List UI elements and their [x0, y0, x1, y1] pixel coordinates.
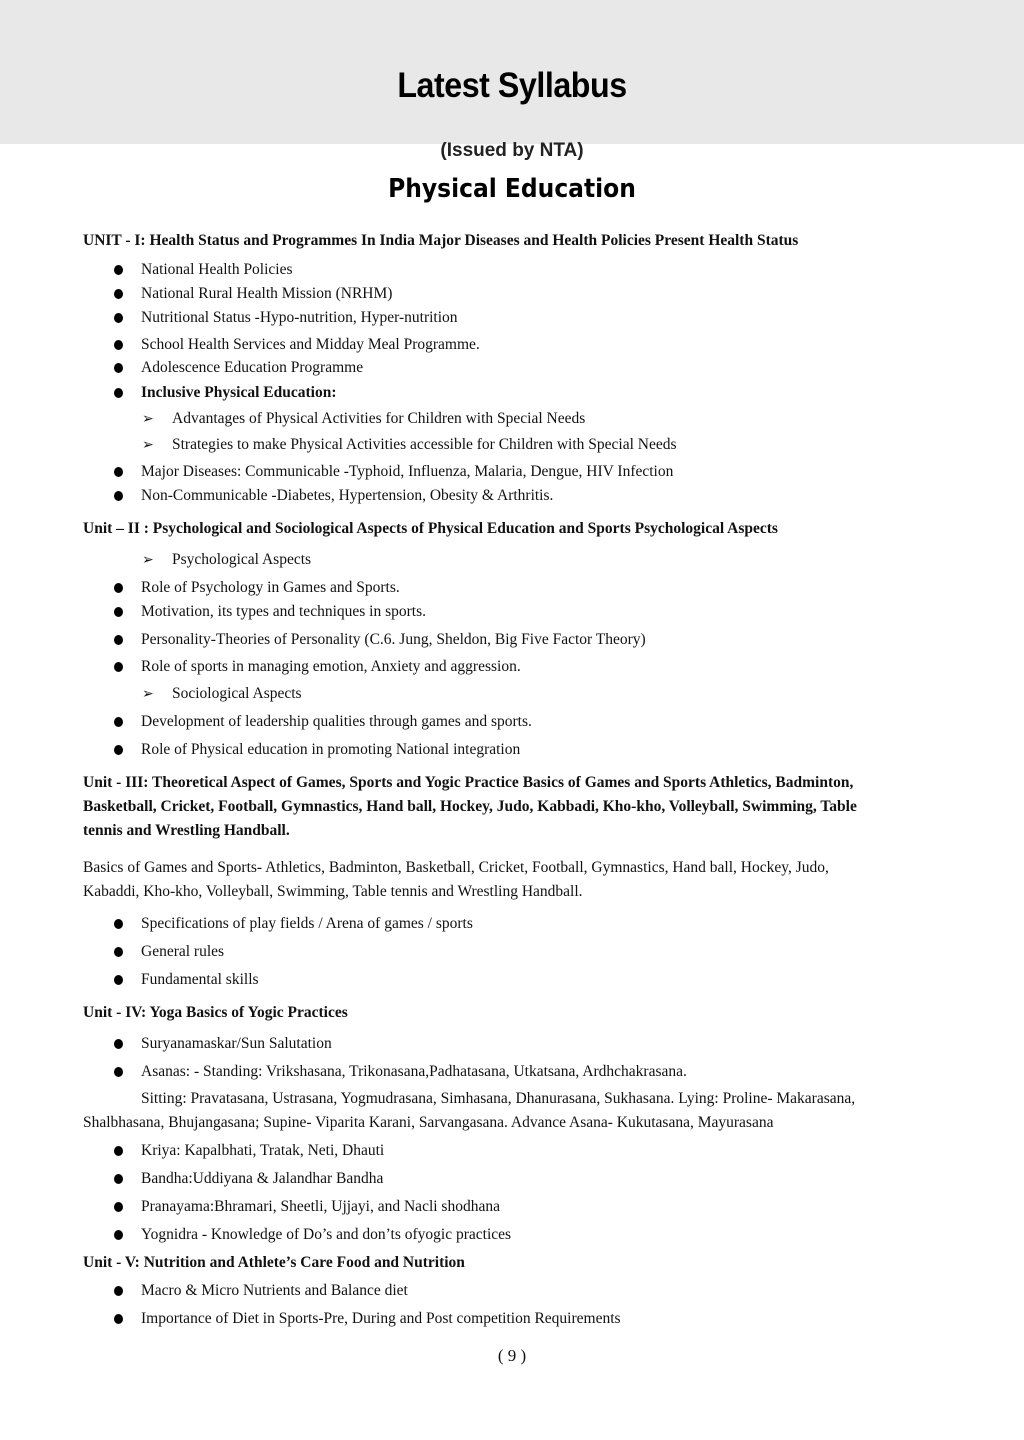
bullet-icon [114, 1230, 123, 1240]
arrow-bullet-icon: ➢ [142, 552, 154, 568]
sub-list-item: Strategies to make Physical Activities accessible for Children with Special Needs [172, 436, 677, 453]
list-item: Adolescence Education Programme [141, 359, 364, 376]
sub-list-item: Sociological Aspects [172, 685, 302, 702]
bullet-icon [114, 717, 123, 727]
bullet-icon [114, 313, 123, 323]
arrow-bullet-icon: ➢ [142, 686, 154, 702]
bullet-icon [114, 662, 123, 672]
bullet-icon [114, 1202, 123, 1212]
list-item: Nutritional Status -Hypo-nutrition, Hyper-nutrition [141, 309, 458, 326]
list-item: Personality-Theories of Personality (C.6. Jung, Sheldon, Big Five Factor Theory) [141, 631, 646, 648]
bullet-icon [114, 1067, 123, 1077]
list-item: Fundamental skills [141, 971, 259, 988]
arrow-bullet-icon: ➢ [142, 411, 154, 427]
list-item: Yognidra - Knowledge of Do’s and don’ts ofyogic practices [141, 1226, 512, 1243]
unit-1-heading: UNIT - I: Health Status and Programmes In India Major Diseases and Health Policies Present Health Status [83, 232, 799, 249]
bullet-icon [114, 289, 123, 299]
bullet-icon [114, 491, 123, 501]
sub-list-item: Advantages of Physical Activities for Children with Special Needs [172, 410, 586, 427]
page-number: ( 9 ) [497, 1346, 527, 1365]
list-item: Pranayama:Bhramari, Sheetli, Ujjayi, and Nacli shodhana [141, 1198, 500, 1215]
bullet-icon [114, 1174, 123, 1184]
unit-2-heading: Unit – II : Psychological and Sociological Aspects of Physical Education and Sports Psychological Aspects [83, 520, 778, 537]
list-item: Motivation, its types and techniques in sports. [141, 603, 427, 620]
bullet-icon [114, 1314, 123, 1324]
unit-5-heading: Unit - V: Nutrition and Athlete’s Care Food and Nutrition [83, 1254, 465, 1271]
list-item: School Health Services and Midday Meal Programme. [141, 336, 480, 353]
sub-list-item: Psychological Aspects [172, 551, 312, 568]
list-item: National Health Policies [141, 261, 293, 278]
list-item-bold: Inclusive Physical Education: [141, 384, 337, 401]
unit-3-heading-line: Unit - III: Theoretical Aspect of Games, Sports and Yogic Practice Basics of Games and Sports Athletics, Badminton, [83, 774, 854, 791]
bullet-icon [114, 265, 123, 275]
bullet-icon [114, 1286, 123, 1296]
bullet-icon [114, 975, 123, 985]
list-item: Bandha:Uddiyana & Jalandhar Bandha [141, 1170, 384, 1187]
unit-3-heading-line: Basketball, Cricket, Football, Gymnastics, Hand ball, Hockey, Judo, Kabbadi, Kho-kho, Volleyball, Swimming, Table [83, 798, 857, 815]
list-item: Role of Physical education in promoting National integration [141, 741, 521, 758]
list-item: Asanas: - Standing: Vrikshasana, Trikonasana,Padhatasana, Utkatsana, Ardhchakrasana. [141, 1063, 687, 1080]
unit-3-heading-line: tennis and Wrestling Handball. [83, 822, 290, 839]
bullet-icon [114, 1146, 123, 1156]
bullet-icon [114, 947, 123, 957]
list-item: Specifications of play fields / Arena of games / sports [141, 915, 473, 932]
list-item: Major Diseases: Communicable -Typhoid, Influenza, Malaria, Dengue, HIV Infection [141, 463, 674, 480]
bullet-icon [114, 635, 123, 645]
paragraph-line: Kabaddi, Kho-kho, Volleyball, Swimming, Table tennis and Wrestling Handball. [83, 883, 583, 900]
list-item: National Rural Health Mission (NRHM) [141, 285, 393, 302]
continuation-line: Shalbhasana, Bhujangasana; Supine- Viparita Karani, Sarvangasana. Advance Asana- Kukutasana, Mayurasana [83, 1114, 774, 1131]
list-item: Kriya: Kapalbhati, Tratak, Neti, Dhauti [141, 1142, 385, 1159]
unit-4-heading: Unit - IV: Yoga Basics of Yogic Practices [83, 1004, 348, 1021]
list-item: Importance of Diet in Sports-Pre, During and Post competition Requirements [141, 1310, 621, 1327]
page-title: Latest Syllabus [397, 66, 627, 105]
bullet-icon [114, 583, 123, 593]
bullet-icon [114, 745, 123, 755]
bullet-icon [114, 607, 123, 617]
bullet-icon [114, 467, 123, 477]
bullet-icon [114, 340, 123, 350]
list-item: General rules [141, 943, 225, 960]
bullet-icon [114, 1039, 123, 1049]
list-item: Role of Psychology in Games and Sports. [141, 579, 400, 596]
continuation-line: Sitting: Pravatasana, Ustrasana, Yogmudrasana, Simhasana, Dhanurasana, Sukhasana. Lying: Proline- Makarasana, [141, 1090, 856, 1107]
issued-by: (Issued by NTA) [440, 140, 584, 161]
list-item: Non-Communicable -Diabetes, Hypertension, Obesity & Arthritis. [141, 487, 554, 504]
bullet-icon [114, 363, 123, 373]
bullet-icon [114, 919, 123, 929]
list-item: Suryanamaskar/Sun Salutation [141, 1035, 332, 1052]
paragraph-line: Basics of Games and Sports- Athletics, Badminton, Basketball, Cricket, Football, Gymnastics, Hand ball, Hockey, Judo, [83, 859, 829, 876]
list-item: Development of leadership qualities through games and sports. [141, 713, 532, 730]
subject-title: Physical Education [388, 174, 636, 204]
list-item: Macro & Micro Nutrients and Balance diet [141, 1282, 408, 1299]
list-item: Role of sports in managing emotion, Anxiety and aggression. [141, 658, 521, 675]
arrow-bullet-icon: ➢ [142, 437, 154, 453]
bullet-icon [114, 388, 123, 398]
